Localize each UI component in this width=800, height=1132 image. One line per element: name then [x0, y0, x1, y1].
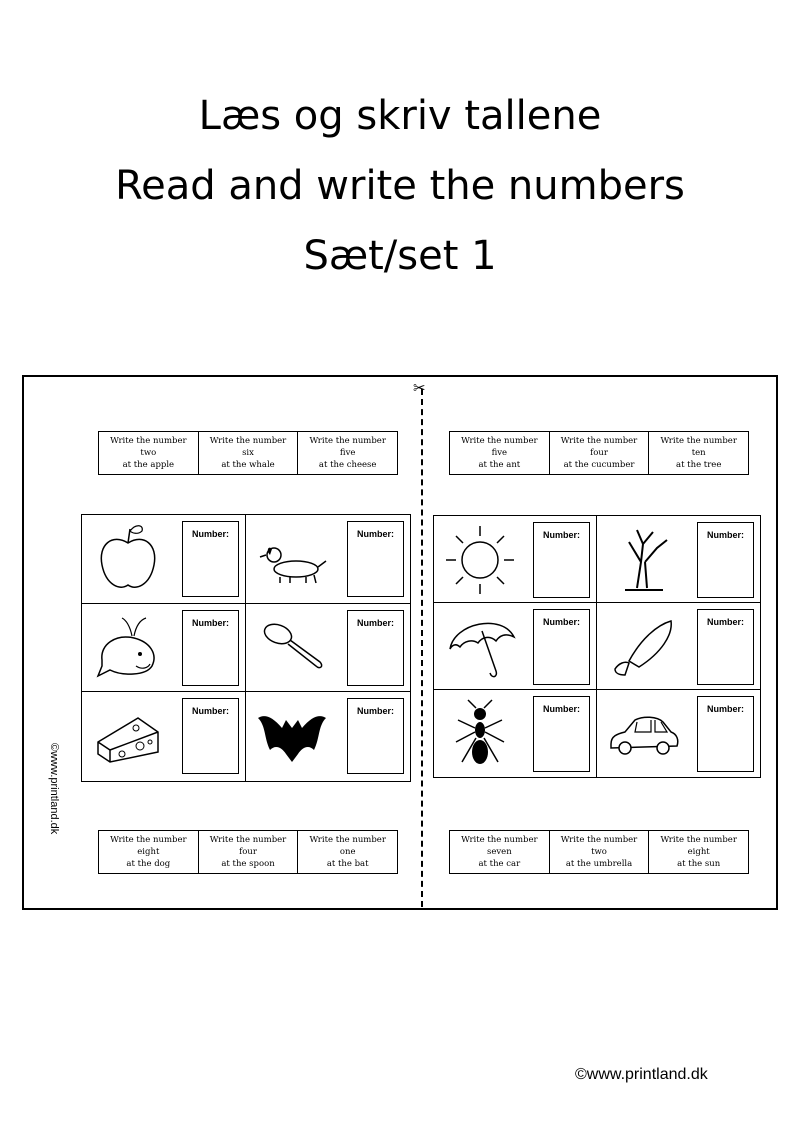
spoon-icon	[256, 610, 328, 684]
apple-icon	[92, 521, 164, 595]
cut-line	[421, 389, 423, 907]
number-answer-box[interactable]: Number:	[533, 696, 590, 772]
number-answer-box[interactable]: Number:	[347, 521, 404, 597]
instruction-cell: Write the number two at the apple	[99, 432, 199, 474]
side-copyright: ©www.printland.dk	[48, 743, 60, 835]
picture-card	[434, 603, 597, 690]
number-answer-box[interactable]: Number:	[182, 698, 239, 774]
number-answer-box[interactable]: Number:	[697, 522, 754, 598]
picture-card	[434, 516, 597, 603]
right-picture-grid	[433, 515, 761, 778]
number-answer-box[interactable]: Number:	[533, 609, 590, 685]
worksheet	[22, 375, 778, 910]
footer-copyright: ©www.printland.dk	[575, 1066, 708, 1083]
sun-icon	[444, 522, 516, 596]
picture-card	[246, 604, 410, 693]
number-answer-box[interactable]: Number:	[697, 609, 754, 685]
instruction-cell: Write the number five at the ant	[450, 432, 550, 474]
instruction-cell: Write the number one at the bat	[309, 835, 386, 869]
instruction-cell: Write the number four at the spoon	[199, 831, 299, 873]
dog-icon	[256, 521, 328, 595]
number-answer-box[interactable]: Number:	[533, 522, 590, 598]
number-answer-box[interactable]: Number:	[347, 698, 404, 774]
picture-card	[434, 690, 597, 777]
instruction-cell: Write the number two at the umbrella	[550, 831, 650, 873]
number-answer-box[interactable]: Number:	[182, 521, 239, 597]
picture-card	[82, 692, 246, 781]
cucumber-icon	[607, 609, 679, 683]
picture-card	[82, 604, 246, 693]
right-bottom-instructions	[449, 830, 749, 874]
number-answer-box[interactable]: Number:	[182, 610, 239, 686]
left-picture-grid	[81, 514, 411, 782]
cheese-icon	[92, 698, 164, 772]
set-label: Sæt/set 1	[303, 233, 497, 279]
umbrella-icon	[444, 609, 516, 683]
number-answer-box[interactable]: Number:	[347, 610, 404, 686]
car-icon	[607, 696, 679, 770]
left-bottom-instructions	[98, 830, 398, 874]
number-answer-box[interactable]: Number:	[697, 696, 754, 772]
picture-card	[246, 692, 410, 781]
instruction-cell: Write the number ten at the tree	[660, 436, 737, 470]
tree-icon	[607, 522, 679, 596]
instruction-cell: Write the number seven at the car	[450, 831, 550, 873]
picture-card	[597, 603, 760, 690]
right-top-instructions	[449, 431, 749, 475]
bat-icon	[256, 698, 328, 772]
whale-icon	[92, 610, 164, 684]
picture-card	[597, 516, 760, 603]
picture-card	[82, 515, 246, 604]
instruction-cell: Write the number six at the whale	[199, 432, 299, 474]
instruction-cell: Write the number eight at the sun	[660, 835, 737, 869]
instruction-cell: Write the number four at the cucumber	[550, 432, 650, 474]
ant-icon	[444, 696, 516, 770]
left-top-instructions	[98, 431, 398, 475]
scissors-icon: ✂	[413, 380, 426, 397]
picture-card	[597, 690, 760, 777]
title-english: Read and write the numbers	[115, 163, 685, 209]
instruction-cell: Write the number eight at the dog	[99, 831, 199, 873]
picture-card	[246, 515, 410, 604]
title-danish: Læs og skriv tallene	[198, 93, 602, 139]
instruction-cell: Write the number five at the cheese	[309, 436, 386, 470]
